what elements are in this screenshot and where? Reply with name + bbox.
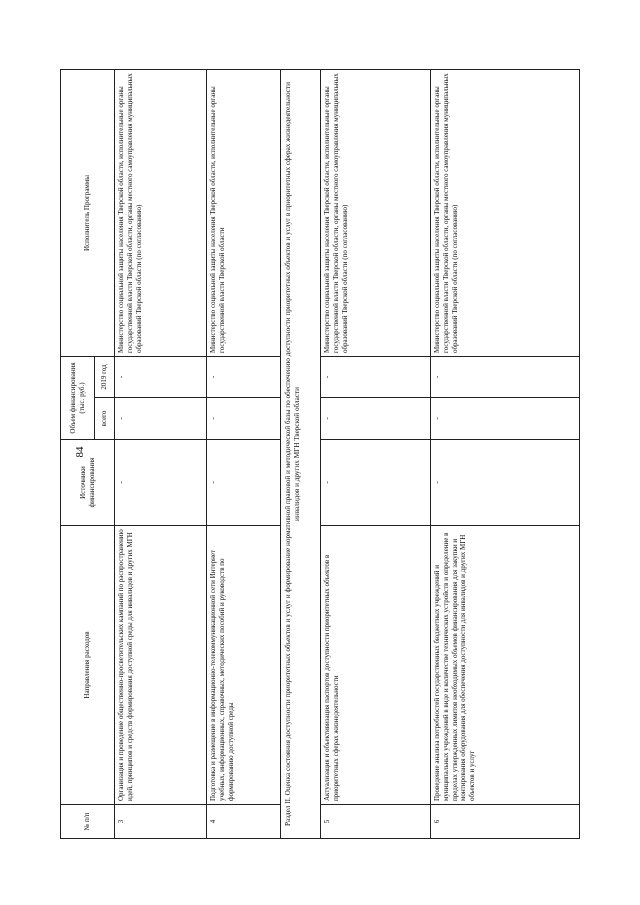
row-executor: Министерство социальной защиты населения Тверской области, исполнительные органы государственной власти Тверской области, органы местного самоуправления муниципальных образований Тверской области (по согласованию) — [431, 70, 580, 357]
row-num: 3 — [115, 805, 207, 839]
row-total: - — [321, 398, 431, 440]
row-executor: Министерство социальной защиты населения Тверской области, исполнительные органы государственной власти Тверской области — [207, 70, 281, 357]
row-direction: Организация и проведение общественно-просветительских кампаний по распространению идей, принципов и средств формирования доступной среды для инвалидов и других МГН — [115, 526, 207, 805]
row-num: 6 — [431, 805, 580, 839]
table-row — [115, 70, 207, 839]
header-row-1 — [61, 70, 95, 839]
row-direction: Подготовка и размещение в информационно-телекоммуникационной сети Интернет учебных, информационных, справочных, методических пособий и руководств по формированию доступной среды — [207, 526, 281, 805]
row-sources: - — [207, 440, 281, 526]
header-executor: Исполнитель Программы — [61, 70, 115, 357]
table-row — [431, 70, 580, 839]
header-sources: Источники финансирования — [61, 440, 115, 526]
row-year: - — [207, 357, 281, 398]
row-year: - — [321, 357, 431, 398]
page-number: 84 — [74, 446, 86, 458]
row-total: - — [115, 398, 207, 440]
row-executor: Министерство социальной защиты населения Тверской области, исполнительные органы государственной власти Тверской области, органы местного самоуправления муниципальных образований Тверской области (по согласованию) — [321, 70, 431, 357]
header-num: № п/п — [61, 805, 115, 839]
table-row — [207, 70, 281, 839]
row-sources: - — [115, 440, 207, 526]
row-total: - — [431, 398, 580, 440]
row-executor: Министерство социальной защиты населения Тверской области, исполнительные органы государственной власти Тверской области, органы местного самоуправления муниципальных образований Тверской области (по согласованию) — [115, 70, 207, 357]
row-direction: Проведение анализа потребностей государственных бюджетных учреждений и муниципальных учреждений в виде и количестве технических устройств и определение в пределах утвержденных лимитов необходимых объемов финансирования для закупки и монтирования оборудования для обеспечения доступности для инвалидов и других МГН объектов и услуг — [431, 526, 580, 805]
header-year: 2019 год — [95, 357, 115, 398]
section-row — [281, 70, 321, 839]
row-year: - — [431, 357, 580, 398]
header-direction: Направления расходов — [61, 526, 115, 805]
row-num: 5 — [321, 805, 431, 839]
header-funding: Объем финансирования (тыс. руб.) — [61, 357, 95, 440]
rotated-table-wrapper — [60, 70, 580, 839]
expenses-table — [60, 69, 580, 839]
header-total: всего — [95, 398, 115, 440]
row-direction: Актуализация и объективизация паспортов доступности приоритетных объектов в приоритетных сферах жизнедеятельности — [321, 526, 431, 805]
row-sources: - — [321, 440, 431, 526]
row-year: - — [115, 357, 207, 398]
row-sources: - — [431, 440, 580, 526]
row-num: 4 — [207, 805, 281, 839]
table-row — [321, 70, 431, 839]
section-heading: Раздел II. Оценка состояния доступности приоритетных объектов и услуг и формирование нормативной правовой и методической базы по обеспечению доступности приоритетных объектов и услуг в приоритетных сферах жизнедеятельности инвалидов и других МГН Тверской области — [281, 70, 321, 839]
row-total: - — [207, 398, 281, 440]
